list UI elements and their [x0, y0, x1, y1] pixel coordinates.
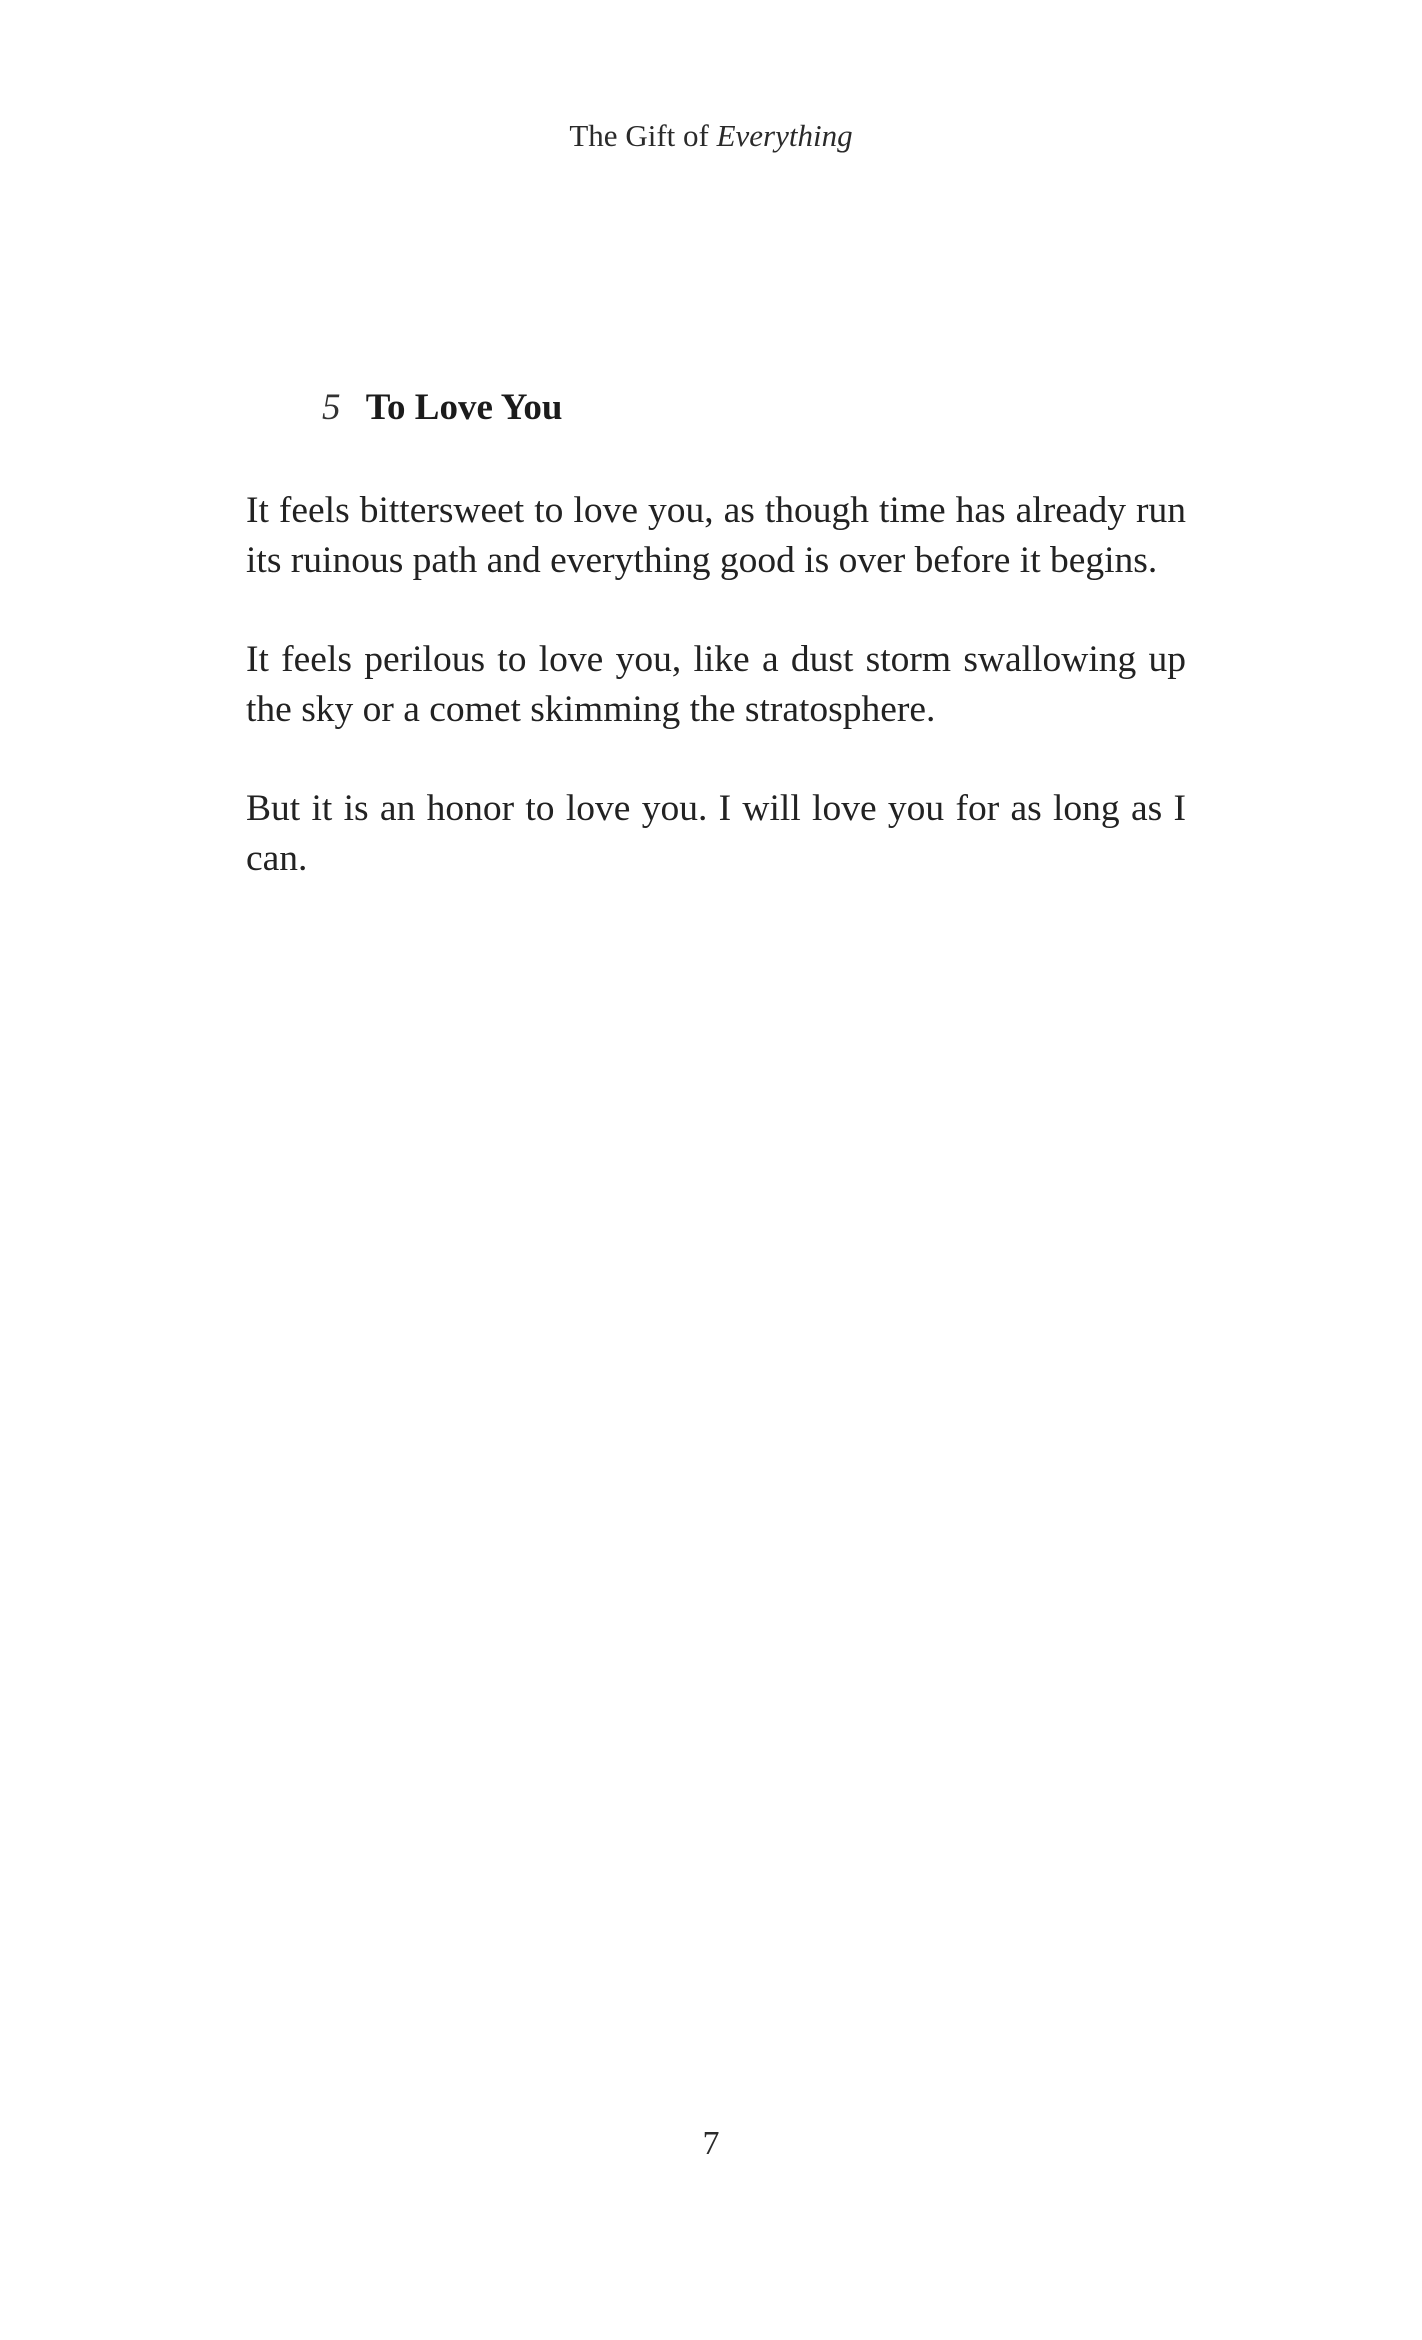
paragraph-2: It feels perilous to love you, like a dust storm swallowing up the sky or a comet skimming the stratosphere.: [246, 639, 1186, 730]
chapter-heading: [322, 385, 562, 431]
paragraph-1: It feels bittersweet to love you, as though time has already run its ruinous path and everything good is over before it begins.: [246, 490, 1186, 581]
paragraph-3: But it is an honor to love you. I will love you for as long as I can.: [246, 788, 1186, 879]
body-text: [246, 486, 1186, 933]
running-header-prefix: The Gift of: [569, 118, 709, 153]
page-number: 7: [702, 2125, 720, 2162]
chapter-number: 5: [322, 387, 341, 428]
running-header: [0, 116, 1422, 156]
running-header-italic-title: Everything: [716, 118, 853, 153]
chapter-title: To Love You: [365, 387, 563, 428]
